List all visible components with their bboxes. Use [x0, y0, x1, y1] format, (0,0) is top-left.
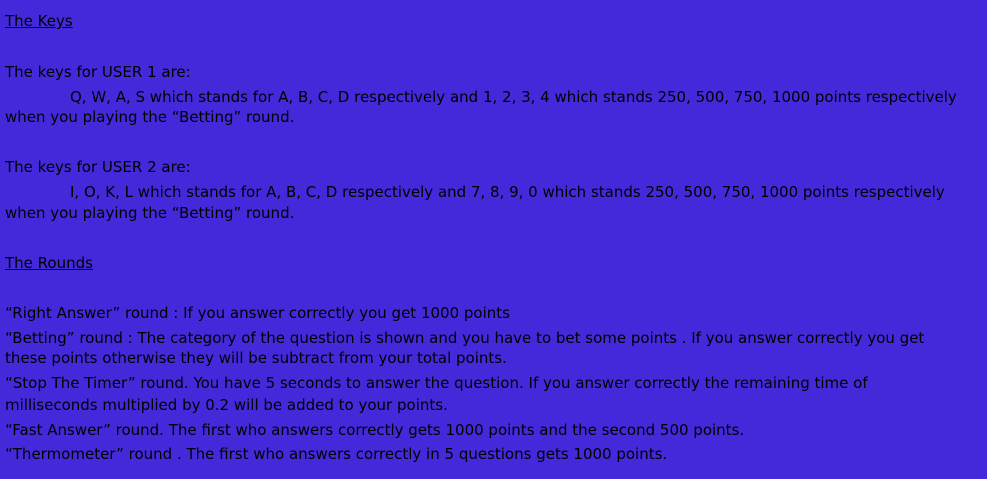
keys-heading: The Keys — [5, 12, 73, 30]
thermometer-round: “Thermometer” round . The first who answers correctly in 5 questions gets 1000 points. — [5, 445, 668, 463]
user2-keys-continuation: when you playing the “Betting” round. — [5, 204, 295, 222]
stop-timer-round-line2: milliseconds multiplied by 0.2 will be added to your points. — [5, 396, 448, 414]
right-answer-round: “Right Answer” round : If you answer correctly you get 1000 points — [5, 304, 510, 322]
stop-timer-round-line1: “Stop The Timer” round. You have 5 seconds to answer the question. If you answer correctly the remaining time of — [5, 374, 868, 392]
user1-keys-line: Q, W, A, S which stands for A, B, C, D respectively and 1, 2, 3, 4 which stands 250, 500, 750, 1000 points respectively — [70, 88, 957, 106]
betting-round-line2: these points otherwise they will be subtract from your total points. — [5, 349, 507, 367]
rounds-heading: The Rounds — [5, 254, 93, 272]
user1-keys-continuation: when you playing the “Betting” round. — [5, 108, 295, 126]
betting-round-line1: “Betting” round : The category of the question is shown and you have to bet some points . If you answer correctly you get — [5, 329, 925, 347]
user2-keys-intro: The keys for USER 2 are: — [5, 158, 191, 176]
fast-answer-round: “Fast Answer” round. The first who answers correctly gets 1000 points and the second 500 points. — [5, 421, 745, 439]
user2-keys-line: I, O, K, L which stands for A, B, C, D respectively and 7, 8, 9, 0 which stands 250, 500, 750, 1000 points respectively — [70, 183, 945, 201]
user1-keys-intro: The keys for USER 1 are: — [5, 63, 191, 81]
